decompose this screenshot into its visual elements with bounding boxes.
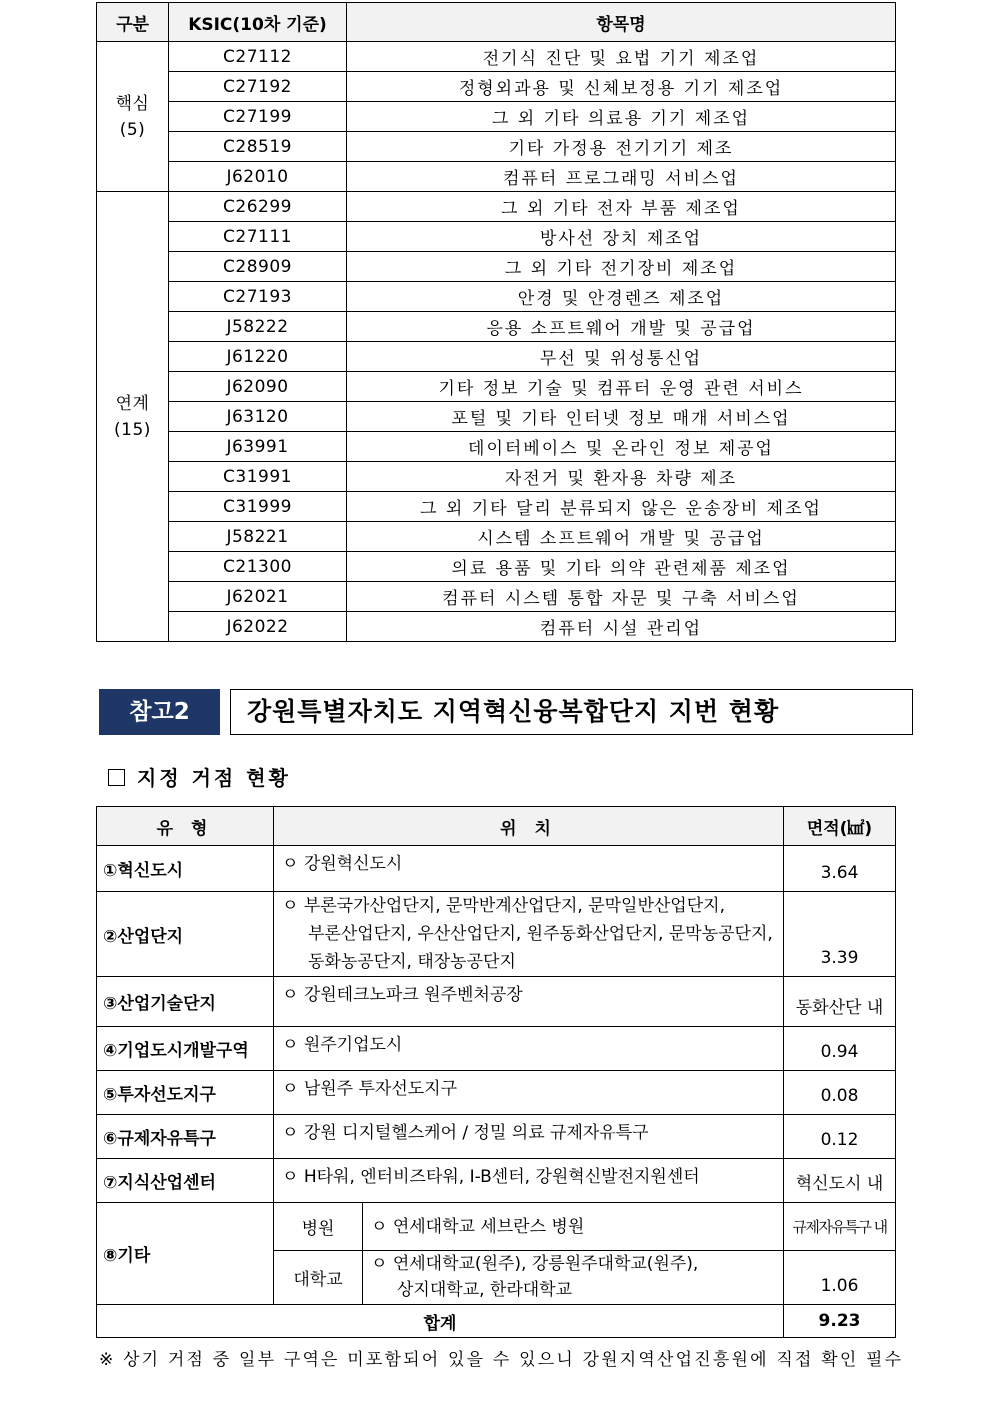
total-row	[97, 1305, 896, 1338]
table-row	[97, 892, 896, 977]
ksic-item-name: 방사선 장치 제조업	[347, 222, 896, 252]
site-type: ⑥규제자유특구	[97, 1115, 274, 1159]
ksic-body	[97, 42, 896, 642]
ksic-code: C28909	[169, 252, 347, 282]
ksic-code: J63991	[169, 432, 347, 462]
ksic-code: J63120	[169, 402, 347, 432]
site-location-line: ㅇ 부론국가산업단지, 문막반계산업단지, 문막일반산업단지,	[282, 896, 725, 916]
header-code: KSIC(10차 기준)	[169, 3, 347, 42]
site-type: ③산업기술단지	[97, 977, 274, 1027]
header-group: 구분	[97, 3, 169, 42]
site-area: 0.08	[784, 1071, 896, 1115]
table-row	[97, 222, 896, 252]
table-row	[97, 162, 896, 192]
site-area: 0.94	[784, 1027, 896, 1071]
hospital-location: ㅇ 연세대학교 세브란스 병원	[363, 1203, 784, 1251]
site-area: 0.12	[784, 1115, 896, 1159]
site-location-line: ㅇ 강원혁신도시	[282, 854, 403, 874]
site-type: ④기업도시개발구역	[97, 1027, 274, 1071]
table-row	[97, 72, 896, 102]
reference-badge: 참고2	[99, 689, 220, 735]
ksic-item-name: 그 외 기타 달리 분류되지 않은 운송장비 제조업	[347, 492, 896, 522]
ksic-item-name: 포털 및 기타 인터넷 정보 매개 서비스업	[347, 402, 896, 432]
university-area: 1.06	[784, 1251, 896, 1305]
ksic-code: C27192	[169, 72, 347, 102]
ksic-item-name: 그 외 기타 전자 부품 제조업	[347, 192, 896, 222]
sites-table	[96, 806, 896, 1338]
ksic-item-name: 기타 가정용 전기기기 제조	[347, 132, 896, 162]
university-line: ㅇ 연세대학교(원주), 강릉원주대학교(원주),	[371, 1254, 699, 1274]
site-type: ⑦지식산업센터	[97, 1159, 274, 1203]
site-location-line: ㅇ 강원테크노파크 원주벤처공장	[282, 985, 523, 1005]
site-area: 3.64	[784, 846, 896, 892]
table-row	[97, 492, 896, 522]
group-cell	[97, 192, 169, 642]
table-row	[97, 402, 896, 432]
ksic-code: C27193	[169, 282, 347, 312]
table-row	[97, 102, 896, 132]
site-location	[274, 1159, 784, 1203]
table-row	[97, 1159, 896, 1203]
ksic-code: C27111	[169, 222, 347, 252]
ksic-item-name: 전기식 진단 및 요법 기기 제조업	[347, 42, 896, 72]
ksic-item-name: 그 외 기타 전기장비 제조업	[347, 252, 896, 282]
reference-section-header	[99, 689, 897, 735]
university-label: 대학교	[274, 1251, 363, 1305]
site-location-line: ㅇ 원주기업도시	[282, 1035, 403, 1055]
total-area: 9.23	[784, 1305, 896, 1338]
university-line: 상지대학교, 한라대학교	[397, 1280, 573, 1300]
site-location	[274, 1071, 784, 1115]
table-row	[97, 1027, 896, 1071]
ksic-code: C27199	[169, 102, 347, 132]
site-location-line: ㅇ 남원주 투자선도지구	[282, 1079, 458, 1099]
ksic-code: C26299	[169, 192, 347, 222]
ksic-table	[96, 2, 896, 642]
table-row	[97, 132, 896, 162]
site-area: 혁신도시 내	[784, 1159, 896, 1203]
hospital-label: 병원	[274, 1203, 363, 1251]
site-location	[274, 846, 784, 892]
group-count: (5)	[119, 119, 146, 140]
table-row	[97, 282, 896, 312]
ksic-code: J61220	[169, 342, 347, 372]
site-type: ①혁신도시	[97, 846, 274, 892]
site-location-line: ㅇ 강원 디지털헬스케어 / 정밀 의료 규제자유특구	[282, 1123, 649, 1143]
header-area: 면적(㎢)	[784, 807, 896, 846]
table-row	[97, 612, 896, 642]
table-row	[97, 312, 896, 342]
sites-body	[97, 846, 896, 1203]
table-row	[97, 582, 896, 612]
ksic-item-name: 의료 용품 및 기타 의약 관련제품 제조업	[347, 552, 896, 582]
ksic-code: J62090	[169, 372, 347, 402]
table-row	[97, 552, 896, 582]
ksic-code: C31991	[169, 462, 347, 492]
ksic-item-name: 그 외 기타 의료용 기기 제조업	[347, 102, 896, 132]
table-row	[97, 342, 896, 372]
group-cell	[97, 42, 169, 192]
table-row	[97, 1203, 896, 1251]
reference-title-box	[230, 689, 913, 735]
square-bullet-icon	[108, 769, 125, 786]
hospital-area: 규제자유특구 내	[784, 1203, 896, 1251]
table-row	[97, 846, 896, 892]
site-location	[274, 977, 784, 1027]
group-label: 연계	[115, 393, 150, 414]
site-location	[274, 1027, 784, 1071]
site-type: ②산업단지	[97, 892, 274, 977]
table-row	[97, 372, 896, 402]
ksic-item-name: 시스템 소프트웨어 개발 및 공급업	[347, 522, 896, 552]
site-location-line: ㅇ H타워, 엔터비즈타워, I-B센터, 강원혁신발전지원센터	[282, 1167, 700, 1187]
ksic-code: J62022	[169, 612, 347, 642]
site-location-line: 동화농공단지, 태장농공단지	[308, 952, 516, 972]
ksic-item-name: 컴퓨터 프로그래밍 서비스업	[347, 162, 896, 192]
ksic-code: J62021	[169, 582, 347, 612]
site-area: 동화산단 내	[784, 977, 896, 1027]
table-row	[97, 977, 896, 1027]
footnote: ※ 상기 거점 중 일부 구역은 미포함되어 있을 수 있으니 강원지역산업진흥원에 직접 확인 필수	[99, 1350, 904, 1370]
other-type: ⑧기타	[97, 1203, 274, 1305]
table-row	[97, 462, 896, 492]
table-row	[97, 1071, 896, 1115]
sites-other-body	[97, 1203, 896, 1338]
ksic-code: J58221	[169, 522, 347, 552]
site-location	[274, 892, 784, 977]
university-location	[363, 1251, 784, 1305]
table-row	[97, 192, 896, 222]
group-label: 핵심	[115, 93, 150, 114]
ksic-item-name: 컴퓨터 시스템 통합 자문 및 구축 서비스업	[347, 582, 896, 612]
ksic-code: C27112	[169, 42, 347, 72]
table-row	[97, 522, 896, 552]
ksic-code: C31999	[169, 492, 347, 522]
site-type: ⑤투자선도지구	[97, 1071, 274, 1115]
ksic-code: C28519	[169, 132, 347, 162]
ksic-item-name: 응용 소프트웨어 개발 및 공급업	[347, 312, 896, 342]
group-count: (15)	[114, 419, 151, 440]
ksic-item-name: 기타 정보 기술 및 컴퓨터 운영 관련 서비스	[347, 372, 896, 402]
ksic-item-name: 컴퓨터 시설 관리업	[347, 612, 896, 642]
header-type: 유 형	[97, 807, 274, 846]
sites-header-row	[97, 807, 896, 846]
ksic-item-name: 정형외과용 및 신체보정용 기기 제조업	[347, 72, 896, 102]
ksic-item-name: 자전거 및 환자용 차량 제조	[347, 462, 896, 492]
table-row	[97, 432, 896, 462]
ksic-code: J58222	[169, 312, 347, 342]
table-row	[97, 1115, 896, 1159]
reference-title: 강원특별자치도 지역혁신융복합단지 지번 현황	[247, 697, 780, 726]
site-location	[274, 1115, 784, 1159]
ksic-item-name: 데이터베이스 및 온라인 정보 제공업	[347, 432, 896, 462]
header-location: 위 치	[274, 807, 784, 846]
site-location-line: 부론산업단지, 우산산업단지, 원주동화산업단지, 문막농공단지,	[308, 924, 773, 944]
subheading-text: 지정 거점 현황	[137, 766, 291, 790]
table-row	[97, 252, 896, 282]
ksic-item-name: 무선 및 위성통신업	[347, 342, 896, 372]
subheading	[108, 762, 291, 791]
ksic-item-name: 안경 및 안경렌즈 제조업	[347, 282, 896, 312]
ksic-code: C21300	[169, 552, 347, 582]
total-label: 합계	[97, 1305, 784, 1338]
ksic-code: J62010	[169, 162, 347, 192]
ksic-header-row	[97, 3, 896, 42]
site-area: 3.39	[784, 892, 896, 977]
table-row	[97, 42, 896, 72]
header-name: 항목명	[347, 3, 896, 42]
